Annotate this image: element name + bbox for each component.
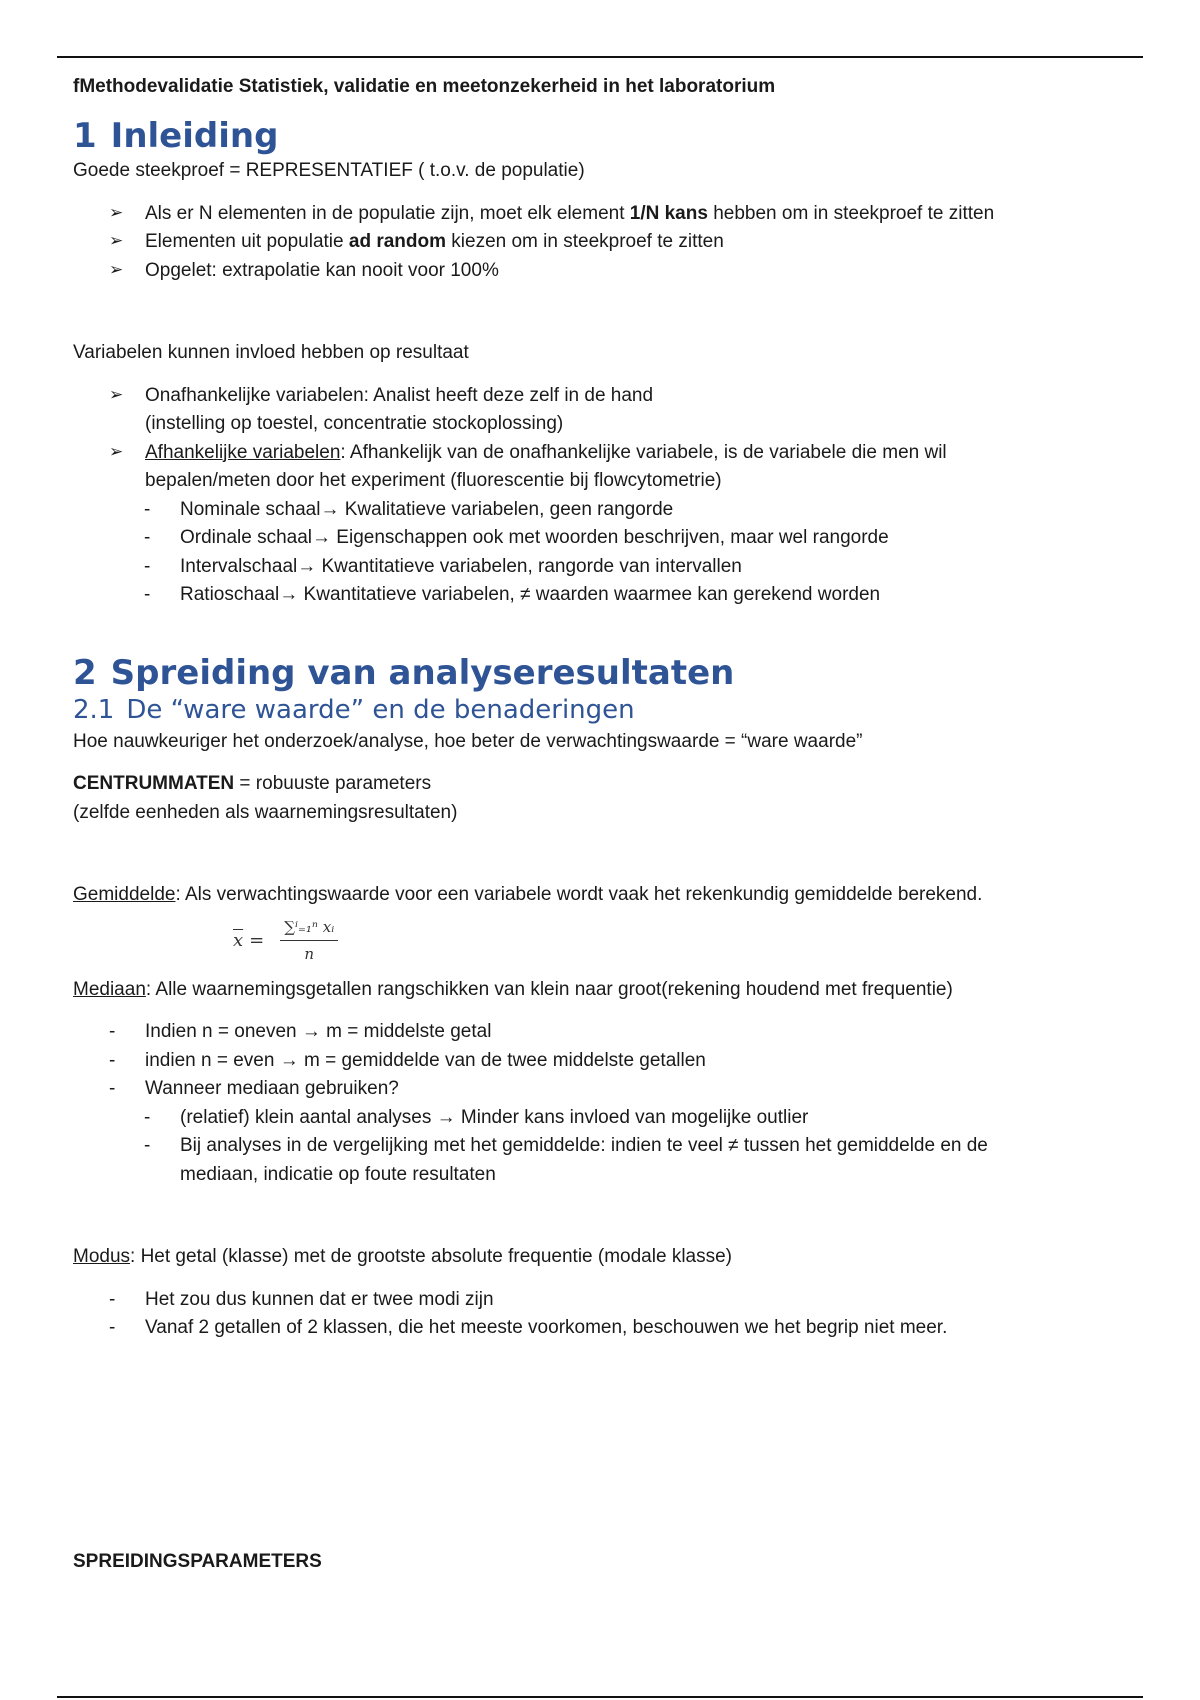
list-item: - indien n = even → m = gemiddelde van de twee middelste getallen <box>109 1049 706 1071</box>
list-item: ➢ Afhankelijke variabelen: Afhankelijk van de onafhankelijke variabele, is de variabele die men wil bepalen/meten door het experiment (fluorescentie bij flowcytometrie) <box>73 439 1120 496</box>
bottom-rule <box>57 1696 1143 1698</box>
list-item: ➢ Opgelet: extrapolatie kan nooit voor 100% <box>73 257 1120 286</box>
section-1-heading <box>73 115 1120 158</box>
section-2-heading <box>73 652 1120 695</box>
arrow-bullet-icon: ➢ <box>109 384 124 404</box>
mean-symbol: $\overline{x}$ <box>233 930 244 952</box>
list-item: - Intervalschaal→ Kwantitatieve variabelen, rangorde van intervallen <box>144 555 742 577</box>
modus-list <box>73 1286 1120 1343</box>
section-2-title: Spreiding van analyseresultaten <box>110 652 735 693</box>
section-2-1-title: De “ware waarde” en de benaderingen <box>126 695 635 726</box>
formula-numerator: ∑ⁱ₌₁ⁿ xᵢ <box>280 916 338 942</box>
mediaan-sublist <box>73 1104 1120 1190</box>
centrummaten-line: CENTRUMMATEN = robuuste parameters <box>73 773 432 795</box>
arrow-bullet-icon: ➢ <box>109 202 124 222</box>
list-item: ➢ Als er N elementen in de populatie zijn, moet elk element 1/N kans hebben om in steekproef te zitten <box>73 200 1120 229</box>
centrummaten-note: (zelfde eenheden als waarnemingsresultaten) <box>73 801 458 823</box>
list-item: ➢ Onafhankelijke variabelen: Analist heeft deze zelf in de hand (instelling op toestel, concentratie stockoplossing) <box>73 382 1120 439</box>
list-item: - Wanneer mediaan gebruiken? <box>109 1078 399 1100</box>
section-2-1-heading <box>73 694 1120 728</box>
variables-list <box>73 382 1120 496</box>
section-2-number: 2 <box>73 652 97 693</box>
document-title: fMethodevalidatie Statistiek, validatie en meetonzekerheid in het laboratorium <box>73 76 776 97</box>
scales-list <box>73 496 1120 610</box>
list-item: - (relatief) klein aantal analyses → Minder kans invloed van mogelijke outlier <box>144 1106 809 1128</box>
list-item: ➢ Elementen uit populatie ad random kiezen om in steekproef te zitten <box>73 228 1120 257</box>
mediaan-list <box>73 1018 1120 1104</box>
list-item: - Ordinale schaal→ Eigenschappen ook met woorden beschrijven, maar wel rangorde <box>144 527 889 549</box>
mediaan-definition: Mediaan: Alle waarnemingsgetallen rangschikken van klein naar groot(rekening houdend met frequentie) <box>73 978 953 1000</box>
arrow-bullet-icon: ➢ <box>109 441 124 461</box>
arrow-bullet-icon: ➢ <box>109 259 124 279</box>
document-page <box>73 74 1120 1576</box>
section-1-number: 1 <box>73 115 97 156</box>
list-item: - Indien n = oneven → m = middelste getal <box>109 1021 492 1043</box>
formula-denominator: n <box>304 945 315 964</box>
steekproef-intro: Goede steekproef = REPRESENTATIEF ( t.o.v. de populatie) <box>73 160 585 182</box>
list-item: - Vanaf 2 getallen of 2 klassen, die het meeste voorkomen, beschouwen we het begrip niet meer. <box>109 1317 948 1339</box>
modus-definition: Modus: Het getal (klasse) met de grootste absolute frequentie (modale klasse) <box>73 1246 733 1268</box>
mean-fraction <box>280 916 338 966</box>
spreidingsparameters-heading: SPREIDINGSPARAMETERS <box>73 1550 322 1572</box>
list-item: - Nominale schaal→ Kwalitatieve variabelen, geen rangorde <box>144 498 674 520</box>
arrow-bullet-icon: ➢ <box>109 231 124 251</box>
gemiddelde-definition: Gemiddelde: Als verwachtingswaarde voor een variabele wordt vaak het rekenkundig gemiddelde berekend. <box>73 884 983 906</box>
steekproef-list <box>73 200 1120 286</box>
variables-intro: Variabelen kunnen invloed hebben op resultaat <box>73 342 469 364</box>
mean-formula: $\overline{x}$ = $\frac{\text{∑ⁱ₌₁ⁿ xᵢ}}{n}$ <box>233 916 1120 966</box>
ware-waarde-intro: Hoe nauwkeuriger het onderzoek/analyse, hoe beter de verwachtingswaarde = “ware waarde” <box>73 730 863 752</box>
top-rule <box>57 56 1143 58</box>
section-2-1-number: 2.1 <box>73 695 115 726</box>
list-item: - Bij analyses in de vergelijking met het gemiddelde: indien te veel ≠ tussen het gemiddelde en de mediaan, indicatie op foute resultaten <box>144 1135 988 1185</box>
section-1-title: Inleiding <box>110 115 279 156</box>
list-item: - Het zou dus kunnen dat er twee modi zijn <box>109 1288 494 1310</box>
list-item: - Ratioschaal→ Kwantitatieve variabelen, ≠ waarden waarmee kan gerekend worden <box>144 584 881 606</box>
